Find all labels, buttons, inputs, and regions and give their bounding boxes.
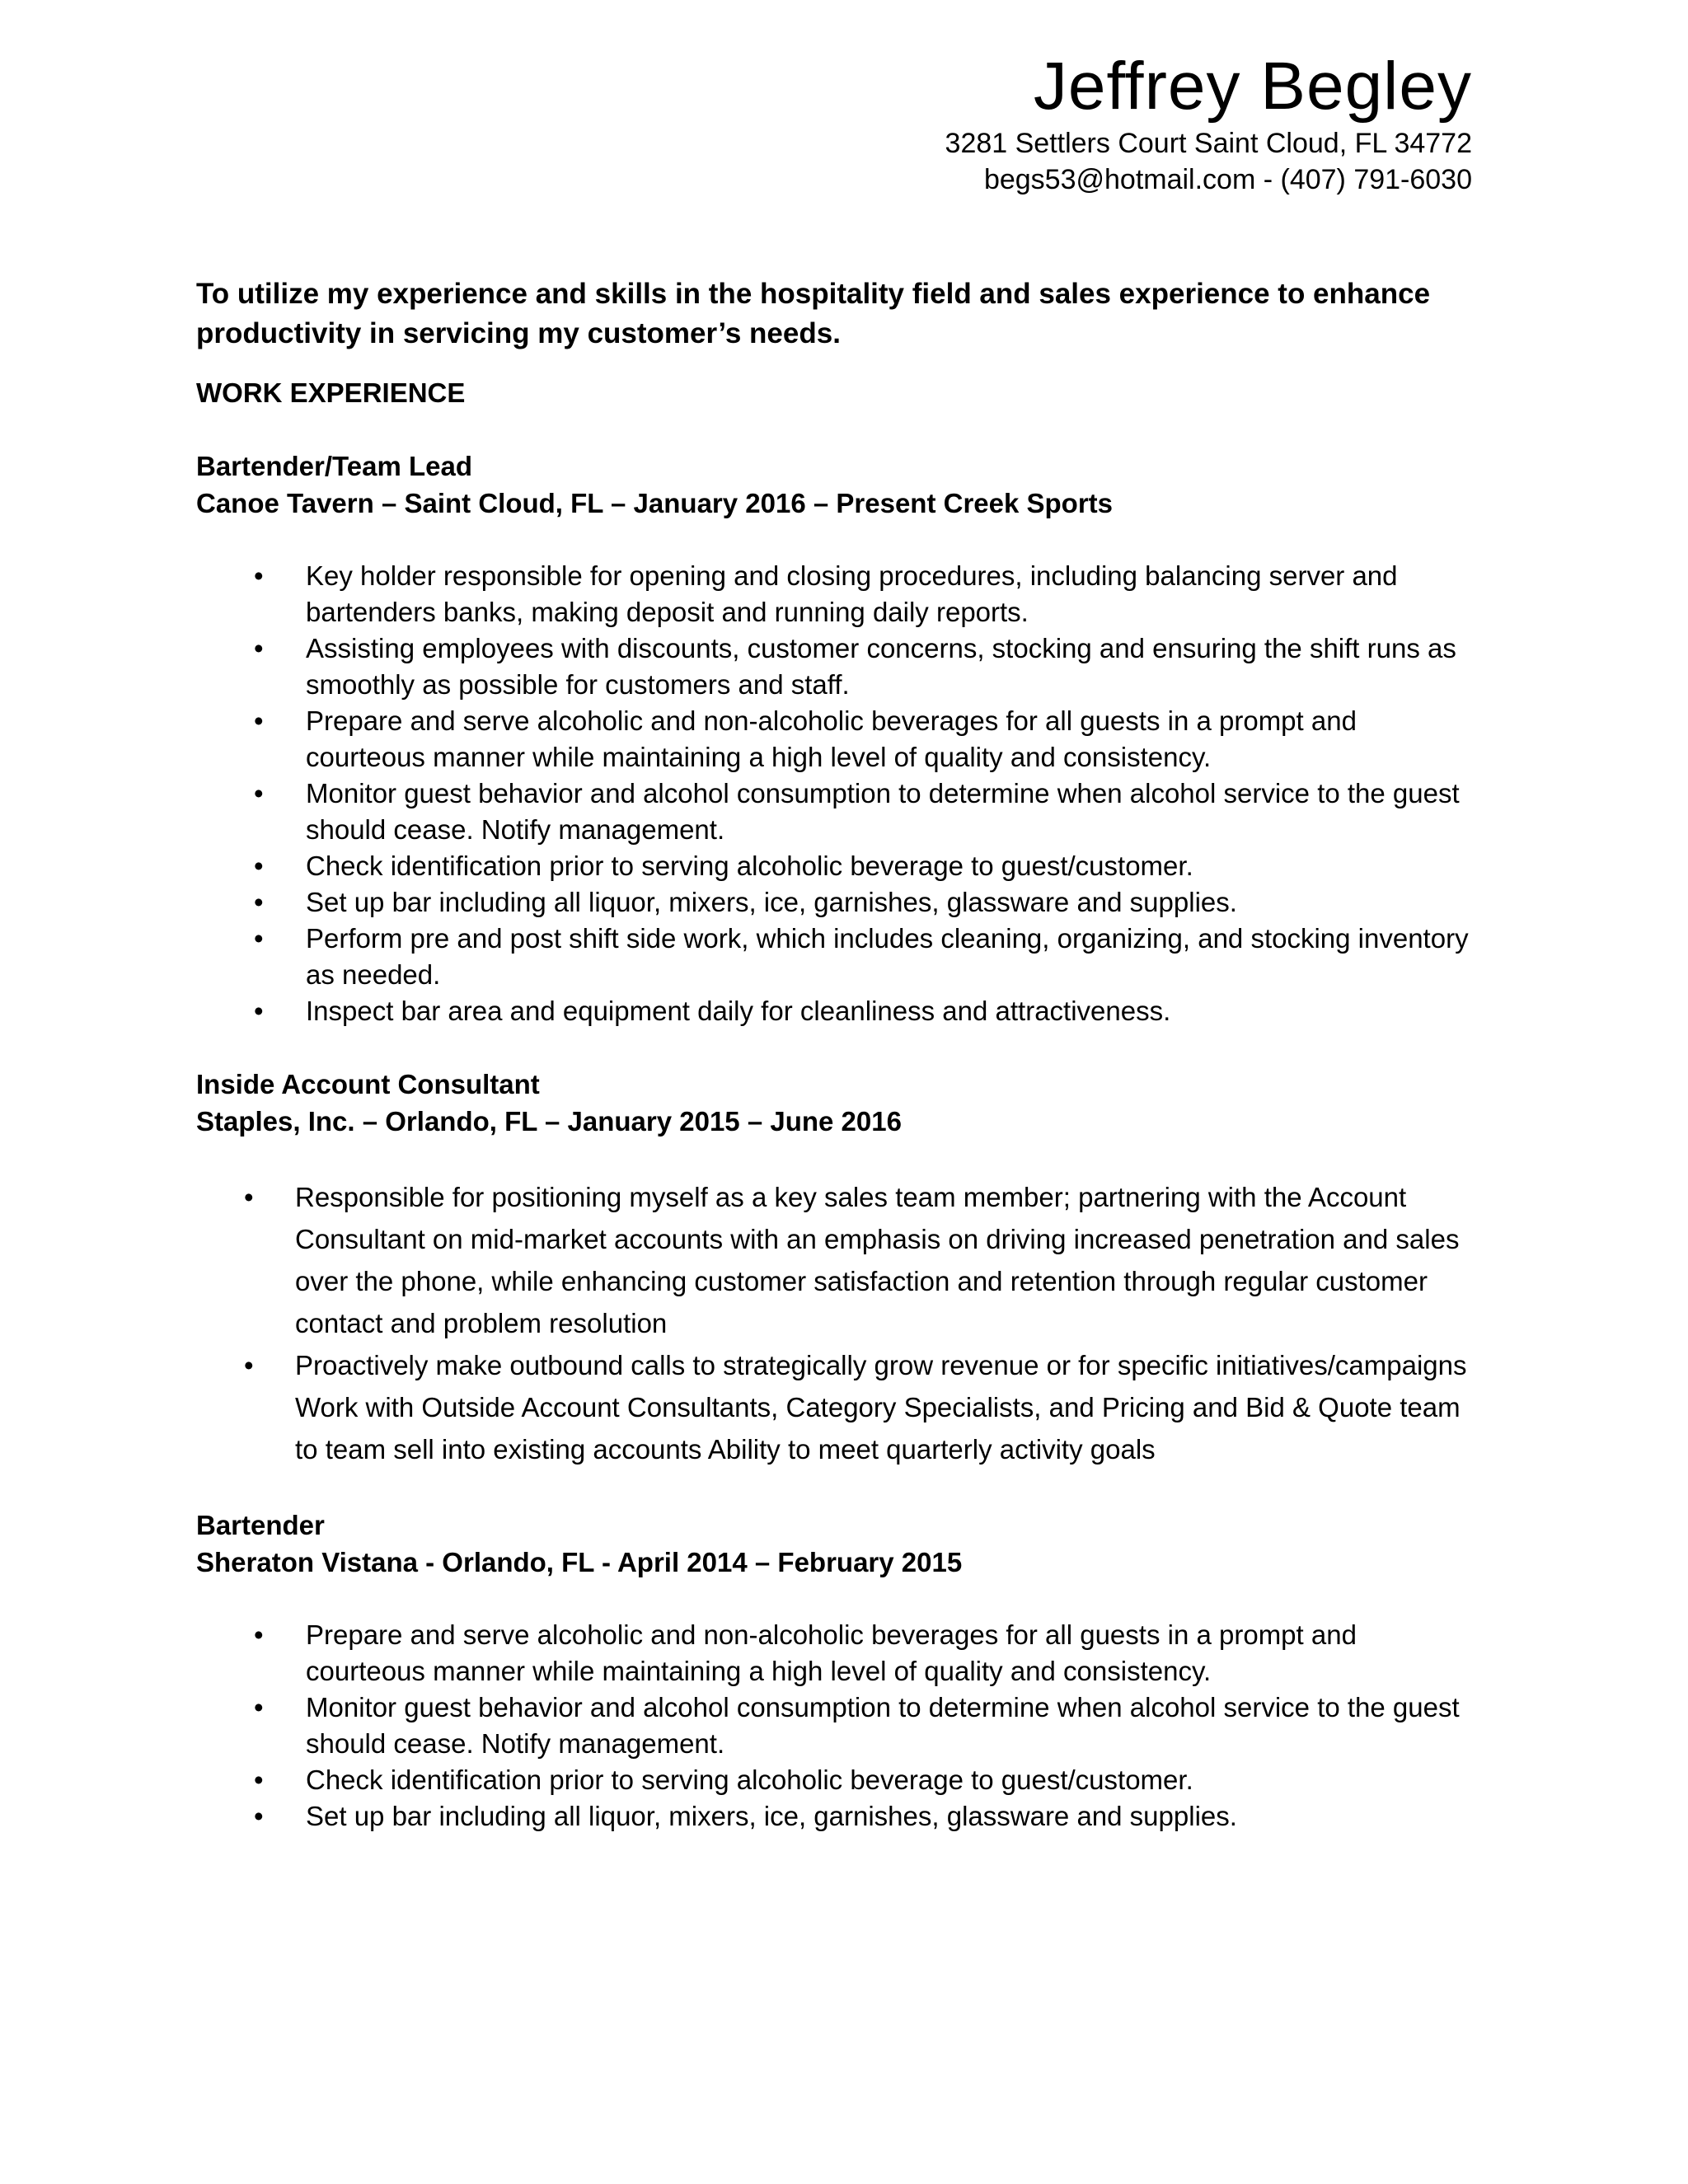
- duty-text: Key holder responsible for opening and closing procedures, including balancing server and bartenders banks, making deposit and running daily reports.: [306, 560, 1398, 627]
- duty-item: [196, 558, 1482, 630]
- duty-text: Check identification prior to serving alcoholic beverage to guest/customer.: [306, 851, 1193, 881]
- resume-body: [196, 274, 1482, 1835]
- resume-header: [945, 48, 1472, 198]
- job-entry: [196, 448, 1482, 1029]
- job-duties-list: [196, 1617, 1482, 1835]
- duty-text: Perform pre and post shift side work, which includes cleaning, organizing, and stocking inventory as needed.: [306, 923, 1469, 990]
- duty-item: [196, 848, 1482, 884]
- job-title: Inside Account Consultant: [196, 1069, 540, 1099]
- bullet-icon: •: [254, 778, 264, 808]
- duty-text: Set up bar including all liquor, mixers, ice, garnishes, glassware and supplies.: [306, 1801, 1237, 1831]
- job-duties-list: [196, 1176, 1482, 1470]
- contact-line: begs53@hotmail.com - (407) 791-6030: [983, 164, 1472, 195]
- bullet-icon: •: [254, 633, 264, 663]
- duty-item: [196, 776, 1482, 848]
- bullet-icon: •: [254, 996, 264, 1026]
- bullet-icon: •: [254, 851, 264, 881]
- duty-item: [196, 993, 1482, 1029]
- duty-text: Inspect bar area and equipment daily for cleanliness and attractiveness.: [306, 996, 1171, 1026]
- bullet-icon: •: [254, 1765, 264, 1795]
- job-employer-dates: Staples, Inc. – Orlando, FL – January 2015 – June 2016: [196, 1106, 902, 1137]
- bullet-icon: •: [254, 1619, 264, 1650]
- duty-text: Proactively make outbound calls to strategically grow revenue or for specific initiatives/campaigns Work with Outside Account Consultants, Category Specialists, and Pricing and Bid & Quote team to team sell into existing accounts Ability to meet quarterly activity goals: [295, 1350, 1467, 1465]
- job-employer-dates: Canoe Tavern – Saint Cloud, FL – January 2016 – Present Creek Sports: [196, 488, 1114, 518]
- duty-text: Set up bar including all liquor, mixers, ice, garnishes, glassware and supplies.: [306, 887, 1237, 917]
- duty-item: [196, 630, 1482, 703]
- job-entry: [196, 1507, 1482, 1835]
- bullet-icon: •: [254, 923, 264, 954]
- duty-text: Monitor guest behavior and alcohol consumption to determine when alcohol service to the guest should cease. Notify management.: [306, 1692, 1460, 1759]
- section-title-work-experience: WORK EXPERIENCE: [196, 377, 466, 408]
- job-employer-dates: Sheraton Vistana - Orlando, FL - April 2014 – February 2015: [196, 1547, 963, 1577]
- duty-item: [196, 921, 1482, 993]
- duty-text: Assisting employees with discounts, customer concerns, stocking and ensuring the shift runs as smoothly as possible for customers and staff.: [306, 633, 1456, 700]
- duty-text: Monitor guest behavior and alcohol consumption to determine when alcohol service to the guest should cease. Notify management.: [306, 778, 1460, 845]
- duty-item: [196, 1617, 1482, 1690]
- bullet-icon: •: [254, 560, 264, 591]
- duty-text: Responsible for positioning myself as a key sales team member; partnering with the Account Consultant on mid-market accounts with an emphasis on driving increased penetration and sales over the phone, while enhancing customer satisfaction and retention through regular customer contact and problem resolution: [295, 1182, 1460, 1338]
- job-entry: [196, 1066, 1482, 1470]
- candidate-name: Jeffrey Begley: [1033, 49, 1472, 124]
- bullet-icon: •: [254, 887, 264, 917]
- bullet-icon: •: [254, 1801, 264, 1831]
- bullet-icon: •: [254, 705, 264, 736]
- bullet-icon: •: [244, 1350, 254, 1380]
- job-duties-list: [196, 558, 1482, 1029]
- duty-item: [196, 1762, 1482, 1798]
- duty-item: [196, 1798, 1482, 1835]
- duty-item: [196, 1176, 1482, 1344]
- duty-text: Prepare and serve alcoholic and non-alcoholic beverages for all guests in a prompt and courteous manner while maintaining a high level of quality and consistency.: [306, 1619, 1357, 1686]
- duty-text: Prepare and serve alcoholic and non-alcoholic beverages for all guests in a prompt and courteous manner while maintaining a high level of quality and consistency.: [306, 705, 1357, 772]
- address-line: 3281 Settlers Court Saint Cloud, FL 34772: [945, 128, 1472, 159]
- duty-item: [196, 884, 1482, 921]
- bullet-icon: •: [254, 1692, 264, 1722]
- job-title: Bartender: [196, 1510, 325, 1540]
- duty-item: [196, 1690, 1482, 1762]
- bullet-icon: •: [244, 1182, 254, 1212]
- duty-item: [196, 703, 1482, 776]
- duty-text: Check identification prior to serving alcoholic beverage to guest/customer.: [306, 1765, 1193, 1795]
- duty-item: [196, 1344, 1482, 1470]
- objective-statement: To utilize my experience and skills in the hospitality field and sales experience to enhance productivity in servicing my customer’s needs.: [196, 278, 1431, 349]
- job-title: Bartender/Team Lead: [196, 451, 472, 481]
